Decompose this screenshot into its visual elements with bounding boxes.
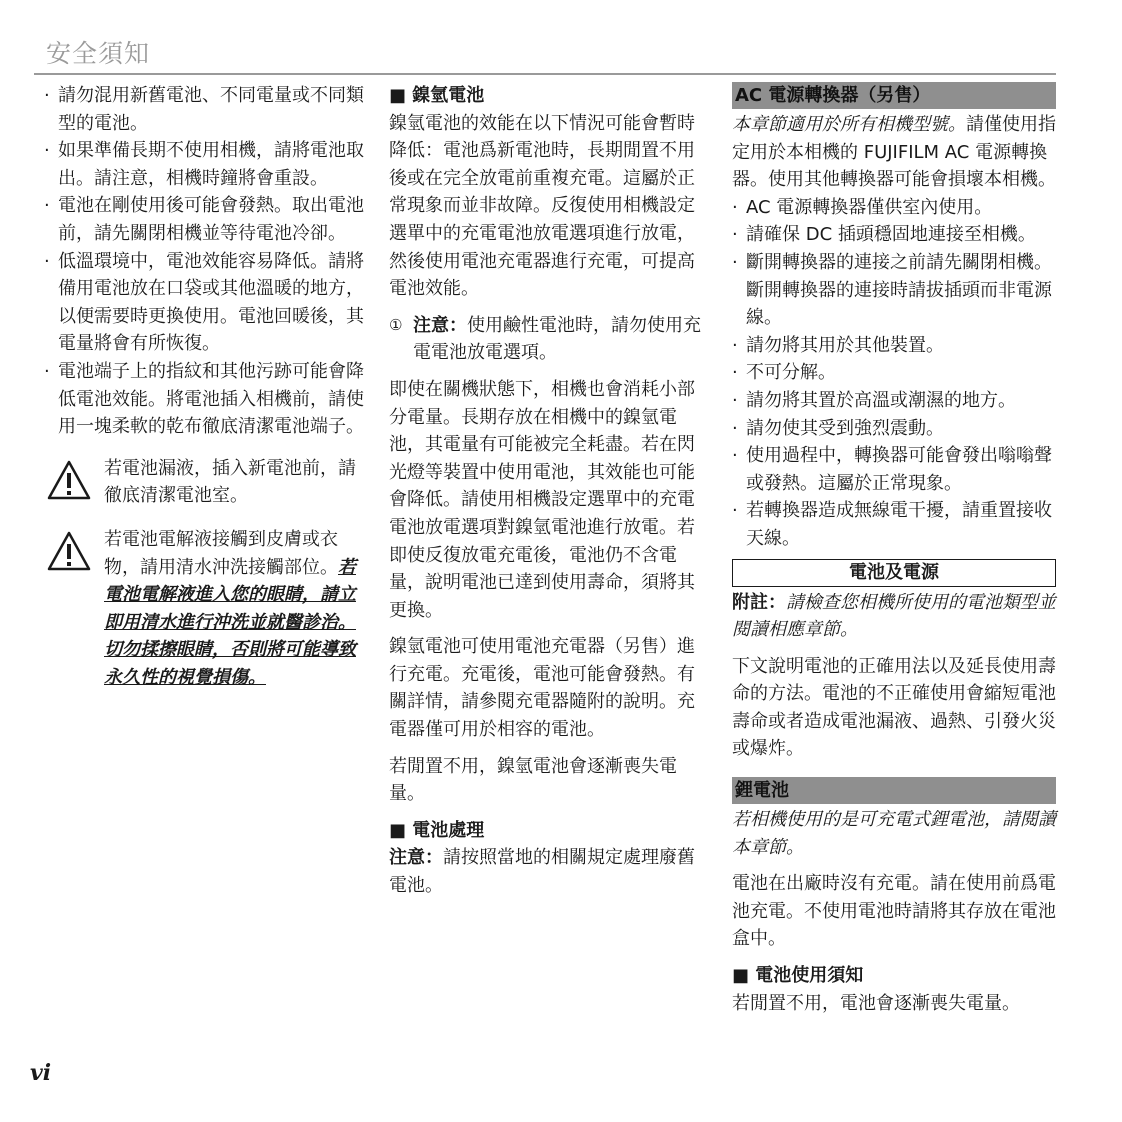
column-2 <box>389 82 711 900</box>
warning-electrolyte <box>44 526 372 692</box>
warning-text <box>104 526 372 692</box>
list-item: · 斷開轉換器的連接之前請先關閉相機。斷開轉換器的連接時請拔插頭而非電源線。 <box>732 249 1056 332</box>
header-rule <box>34 73 1056 75</box>
note-body: 請檢查您相機所使用的電池類型並閱讀相應章節。 <box>732 591 1056 641</box>
paragraph: 鎳氫電池的效能在以下情況可能會暫時降低：電池爲新電池時，長期閒置不用後或在完全放電前重複充電。這屬於正常現象而並非故障。反復使用相機設定選單中的充電電池放電選項進行放電，然後使用電池充電器進行充電，可提高電池效能。 <box>389 112 695 300</box>
list-item: · 不可分解。 <box>732 359 1056 387</box>
paragraph: 若閒置不用，電池會逐漸喪失電量。 <box>732 992 1020 1014</box>
paragraph <box>732 589 1056 644</box>
list-item: · 電池在剛使用後可能會發熱。取出電池前，請先關閉相機並等待電池冷卻。 <box>44 192 372 247</box>
warning-leak <box>44 455 372 510</box>
page-title: 安全須知 <box>46 39 151 68</box>
list-item: · 電池端子上的指紋和其他污跡可能會降低電池效能。將電池插入相機前，請使用一塊柔軟的乾布徹底清潔電池端子。 <box>44 358 372 441</box>
list-item: · 請確保 DC 插頭穩固地連接至相機。 <box>732 221 1056 249</box>
list-item: · AC 電源轉換器僅供室內使用。 <box>732 194 1056 222</box>
note-circle-icon: ① <box>389 315 403 334</box>
warning-text-emphasis: 若電池電解液進入您的眼睛，請立即用清水進行沖洗並就醫診治。切勿揉擦眼睛，否則將可能導致永久性的視覺損傷。 <box>104 556 356 688</box>
intro-text: 請僅使用指定用於本相機的 FUJIFILM AC 電源轉換器。使用其他轉換器可能會損壞本相機。 <box>732 114 1056 191</box>
column-1 <box>44 82 372 691</box>
section-heading-lithium: 鋰電池 <box>732 777 1056 804</box>
italic-intro: 本章節適用於所有相機型號。 <box>732 114 966 135</box>
list-item: · 請勿使其受到強烈震動。 <box>732 415 1056 443</box>
section-heading-nimh: ■ 鎳氫電池 <box>389 85 485 106</box>
list-item: · 請勿將其用於其他裝置。 <box>732 332 1056 360</box>
paragraph: 鎳氫電池可使用電池充電器（另售）進行充電。充電後，電池可能會發熱。有關詳情，請參閱充電器隨附的說明。充電器僅可用於相容的電池。 <box>389 636 695 741</box>
list-item: · 低溫環境中，電池效能容易降低。請將備用電池放在口袋或其他溫暖的地方，以便需要時更換使用。電池回暖後，其電量將會有所恢復。 <box>44 248 372 358</box>
section-heading-battery-power: 電池及電源 <box>732 559 1056 587</box>
list-item: · 如果準備長期不使用相機，請將電池取出。請注意，相機時鐘將會重設。 <box>44 137 372 192</box>
paragraph <box>732 111 1056 194</box>
warning-triangle-icon <box>46 459 92 501</box>
section-heading-disposal: ■ 電池處理 <box>389 819 485 841</box>
note-label: 附註： <box>732 591 786 613</box>
list-item: · 請勿將其置於高溫或潮濕的地方。 <box>732 387 1056 415</box>
section-heading-usage: ■ 電池使用須知 <box>732 965 864 987</box>
paragraph <box>389 844 711 899</box>
note-label: 注意： <box>413 314 467 336</box>
note-block <box>389 312 711 367</box>
paragraph: 即使在關機狀態下，相機也會消耗小部分電量。長期存放在相機中的鎳氫電池，其電量有可能被完全耗盡。若在閃光燈等裝置中使用電池，其效能也可能會降低。請使用相機設定選單中的充電電池放電選項對鎳氫電池進行放電。若即使反復放電充電後，電池仍不含電量，說明電池已達到使用壽命，須將其更換。 <box>389 378 695 621</box>
note-text <box>413 312 711 367</box>
section-heading-ac-adapter: AC 電源轉換器（另售） <box>732 82 1056 109</box>
disposal-label: 注意： <box>389 847 443 869</box>
list-item: · 若轉換器造成無線電干擾，請重置接收天線。 <box>732 497 1056 552</box>
warning-triangle-icon <box>46 530 92 572</box>
note-body: 使用鹼性電池時，請勿使用充電電池放電選項。 <box>413 314 701 364</box>
page-number: vi <box>30 1060 52 1086</box>
list-item: · 使用過程中，轉換器可能會發出嗡嗡聲或發熱。這屬於正常現象。 <box>732 442 1056 497</box>
paragraph: 若相機使用的是可充電式鋰電池，請閱讀本章節。 <box>732 809 1056 858</box>
paragraph: 電池在出廠時沒有充電。請在使用前爲電池充電。不使用電池時請將其存放在電池盒中。 <box>732 873 1056 950</box>
paragraph: 下文說明電池的正確用法以及延長使用壽命的方法。電池的不正確使用會縮短電池壽命或者造成電池漏液、過熱、引發火災或爆炸。 <box>732 655 1056 760</box>
warning-text-plain: 若電池電解液接觸到皮膚或衣物，請用清水沖洗接觸部位。 <box>104 528 338 578</box>
column-3 <box>732 82 1056 1017</box>
disposal-text: 請按照當地的相關規定處理廢舊電池。 <box>389 847 695 897</box>
list-item: · 請勿混用新舊電池、不同電量或不同類型的電池。 <box>44 82 372 137</box>
warning-text: 若電池漏液，插入新電池前，請徹底清潔電池室。 <box>104 457 356 507</box>
paragraph: 若閒置不用，鎳氫電池會逐漸喪失電量。 <box>389 755 677 805</box>
